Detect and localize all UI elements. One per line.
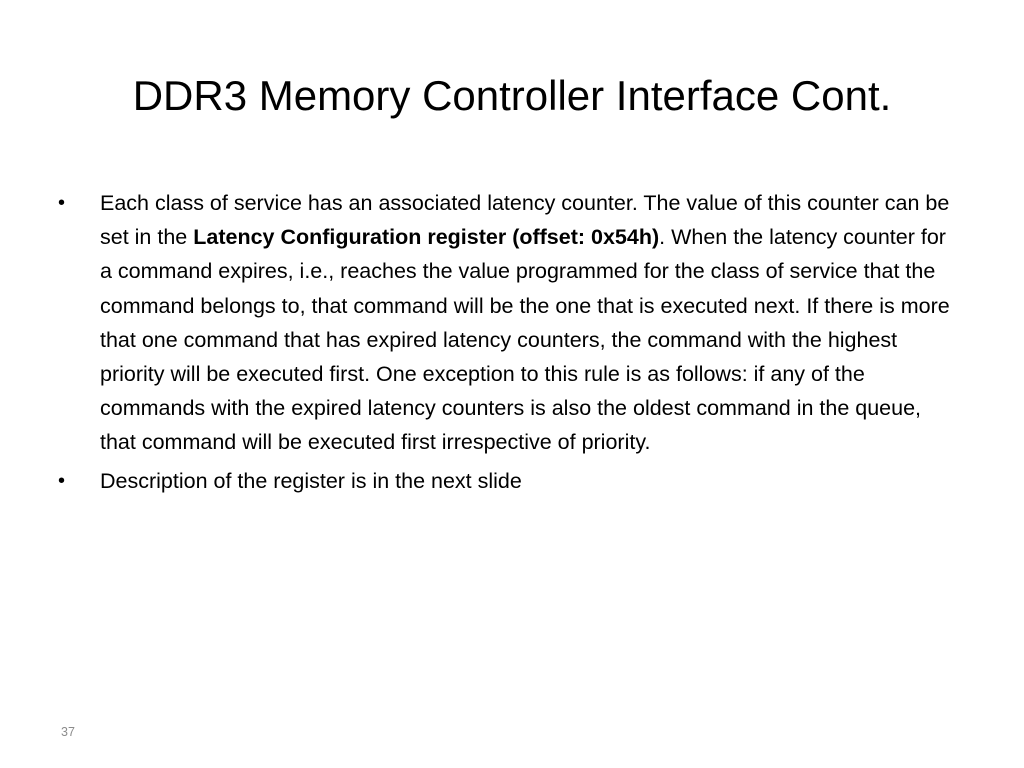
bullet-text: Description of the register is in the next slide bbox=[100, 468, 522, 493]
bullet-marker: • bbox=[58, 469, 66, 492]
bullet-text: Each class of service has an associated latency counter. The value of this counter can be set in the bbox=[100, 191, 950, 250]
bullet-list bbox=[56, 186, 956, 502]
bullet-item bbox=[56, 186, 956, 460]
bullet-text-continued: . When the latency counter for a command expires, i.e., reaches the value programmed for the class of service that the command belongs to, that command will be the one that is executed next. If there is more that one command that has expired latency counters, the command with the highest priority will be executed first. One exception to this rule is as follows: if any of the commands with the expired latency counters is also the oldest command in the queue, that command will be executed first irrespective of priority. bbox=[100, 225, 950, 455]
bullet-item bbox=[56, 464, 956, 498]
slide-title: DDR3 Memory Controller Interface Cont. bbox=[132, 72, 892, 119]
bullet-text-bold: Latency Configuration register (offset: 0x54h) bbox=[193, 225, 660, 250]
bullet-marker: • bbox=[58, 192, 66, 214]
page-number: 37 bbox=[61, 725, 75, 739]
